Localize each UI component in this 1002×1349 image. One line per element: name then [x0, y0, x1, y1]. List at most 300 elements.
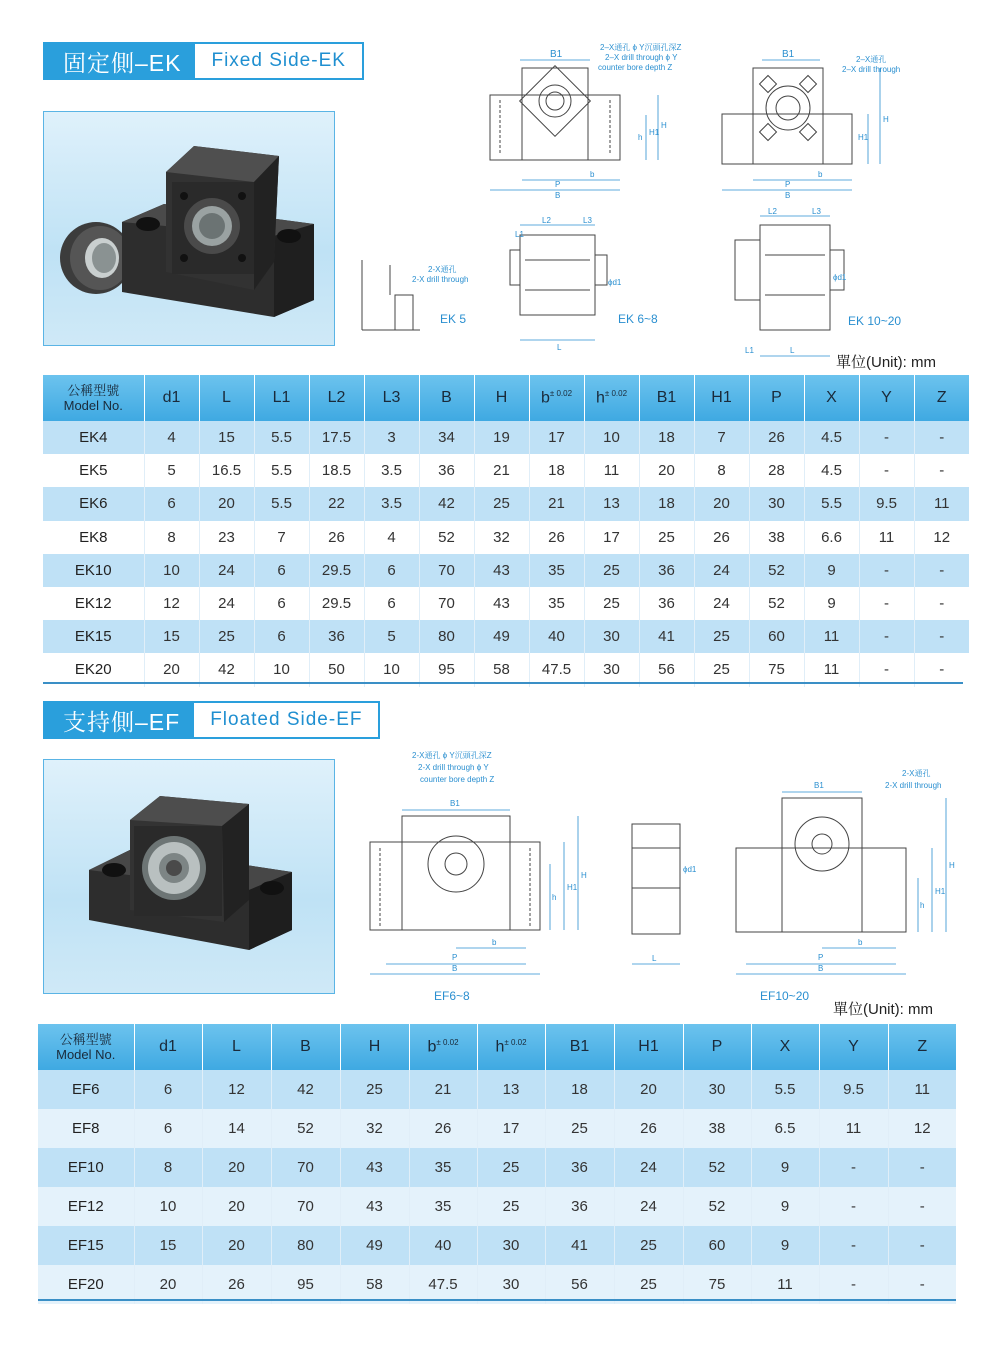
ek-value-cell: 9.5: [859, 487, 914, 520]
ek-value-cell: 18: [639, 421, 694, 454]
ek-value-cell: -: [914, 421, 969, 454]
ef-model-cell: EF6: [38, 1070, 134, 1109]
ef-value-cell: 12: [888, 1109, 956, 1148]
ek-value-cell: -: [859, 587, 914, 620]
ek-value-cell: 25: [639, 521, 694, 554]
ef-value-cell: 36: [545, 1148, 614, 1187]
ek-value-cell: 24: [199, 554, 254, 587]
ek-dim-l-a: L: [557, 343, 562, 352]
ek-value-cell: 5.5: [804, 487, 859, 520]
ef-dim-h-a: H: [581, 871, 587, 880]
ef-value-cell: 36: [545, 1187, 614, 1226]
ek-value-cell: -: [859, 454, 914, 487]
ef-value-cell: 9.5: [819, 1070, 888, 1109]
ek-value-cell: 38: [749, 521, 804, 554]
ef-value-cell: 9: [751, 1187, 819, 1226]
ek-title-en: Fixed Side-EK: [195, 42, 363, 80]
ef-table-row: [38, 1148, 956, 1187]
ek-value-cell: 10: [144, 554, 199, 587]
ef-value-cell: 11: [819, 1109, 888, 1148]
ek-value-cell: 70: [419, 587, 474, 620]
ek-value-cell: 3.5: [364, 454, 419, 487]
ek-dim-h-a: H: [661, 121, 667, 130]
ef-value-cell: 47.5: [409, 1265, 477, 1304]
ek-value-cell: 17: [584, 521, 639, 554]
ek-value-cell: -: [914, 620, 969, 653]
ek-value-cell: 25: [474, 487, 529, 520]
ek-note-right-1: 2–X通孔: [856, 55, 887, 64]
ek-dim-l2-b: L2: [768, 207, 777, 216]
ek-value-cell: 25: [584, 554, 639, 587]
ek-value-cell: 36: [639, 587, 694, 620]
ek-col-bsmall-tol: ± 0.02: [549, 388, 573, 398]
ek-value-cell: 3.5: [364, 487, 419, 520]
ek-value-cell: 11: [804, 620, 859, 653]
ef-col-hsmall: [477, 1024, 545, 1070]
ek-dim-h-b: H: [883, 115, 889, 124]
ek-dim-b1-a: B1: [550, 49, 563, 60]
ek-value-cell: 20: [144, 653, 199, 686]
ek-value-cell: 28: [749, 454, 804, 487]
ef-value-cell: 25: [477, 1148, 545, 1187]
ef-col-p: P: [683, 1024, 751, 1070]
ek-model-header: [43, 375, 144, 421]
ek-value-cell: 10: [364, 653, 419, 686]
ef-title-cn: 支持側–EF: [43, 701, 194, 739]
ek-value-cell: 95: [419, 653, 474, 686]
ef-value-cell: 75: [683, 1265, 751, 1304]
ef-value-cell: 95: [271, 1265, 340, 1304]
ef-col-bsmall-tol: ± 0.02: [436, 1037, 459, 1047]
ek-value-cell: 60: [749, 620, 804, 653]
ek-model-cell: EK5: [43, 454, 144, 487]
ek-dim-d1-a: ϕd1: [608, 278, 622, 287]
ef-dim-bsmall-b: b: [858, 938, 863, 947]
ef-value-cell: 35: [409, 1187, 477, 1226]
ef-col-hsmall-label: h: [495, 1038, 505, 1056]
ef-col-z: Z: [888, 1024, 956, 1070]
ef-col-d1: d1: [134, 1024, 202, 1070]
ek-col-bsmall-label: b: [540, 389, 550, 407]
ek-value-cell: 24: [694, 587, 749, 620]
ek-col-h1: H1: [694, 375, 749, 421]
ef-table-row: [38, 1187, 956, 1226]
ek-value-cell: 43: [474, 554, 529, 587]
ek-value-cell: -: [914, 454, 969, 487]
ek-value-cell: 10: [254, 653, 309, 686]
ef-dim-b1-a: B1: [450, 799, 460, 808]
ef-value-cell: 11: [751, 1265, 819, 1304]
ek-value-cell: 8: [144, 521, 199, 554]
ek-value-cell: 9: [804, 587, 859, 620]
ek-dim-l-b: L: [790, 346, 795, 355]
ek-note-front-2: 2–X drill through ϕ Y: [605, 53, 678, 62]
ek-table-row: [43, 521, 969, 554]
ek-value-cell: 40: [529, 620, 584, 653]
ek-value-cell: 11: [859, 521, 914, 554]
ek-value-cell: 11: [584, 454, 639, 487]
ek-value-cell: 13: [584, 487, 639, 520]
ek-value-cell: 11: [914, 487, 969, 520]
ef-value-cell: 12: [202, 1070, 271, 1109]
ek-col-hsmall-label: h: [595, 389, 605, 407]
ek-value-cell: 6: [254, 554, 309, 587]
ef-product-photo: [43, 759, 335, 994]
ef-value-cell: 20: [134, 1265, 202, 1304]
ek-value-cell: -: [859, 620, 914, 653]
ef-dim-b-b: B: [818, 964, 824, 973]
ef-value-cell: 11: [888, 1070, 956, 1109]
ek-value-cell: -: [859, 653, 914, 686]
ek-value-cell: 30: [584, 620, 639, 653]
ek-dim-bsmall-b: b: [818, 170, 823, 179]
ek-value-cell: 25: [694, 653, 749, 686]
ek-value-cell: 34: [419, 421, 474, 454]
ek-col-z: Z: [914, 375, 969, 421]
ek-value-cell: 30: [749, 487, 804, 520]
ek-dim-p-b: P: [785, 180, 791, 189]
ek-dim-h1-a: H1: [649, 128, 660, 137]
ek-col-x: X: [804, 375, 859, 421]
ek-value-cell: 26: [529, 521, 584, 554]
ek-value-cell: 47.5: [529, 653, 584, 686]
ef-value-cell: 30: [477, 1226, 545, 1265]
ef-value-cell: -: [819, 1265, 888, 1304]
ek-dim-l1-b: L1: [745, 346, 754, 355]
ek-dim-l3-a: L3: [583, 216, 592, 225]
ef-title-en: Floated Side-EF: [194, 701, 380, 739]
ef-value-cell: 43: [340, 1148, 409, 1187]
ef-col-b1: B1: [545, 1024, 614, 1070]
ek-value-cell: 8: [694, 454, 749, 487]
ek-dim-b1-b: B1: [782, 49, 795, 60]
ek-value-cell: 41: [639, 620, 694, 653]
ek-value-cell: 17: [529, 421, 584, 454]
ek-value-cell: -: [914, 653, 969, 686]
ek-dim-b-a: B: [555, 191, 561, 200]
ef-value-cell: 26: [202, 1265, 271, 1304]
ek-value-cell: 4.5: [804, 421, 859, 454]
ek-value-cell: 4.5: [804, 454, 859, 487]
ek-value-cell: 25: [584, 587, 639, 620]
ek-dim-d1-b: ϕd1: [833, 273, 847, 282]
ek-value-cell: 12: [914, 521, 969, 554]
ef-value-cell: 14: [202, 1109, 271, 1148]
ek-value-cell: 42: [199, 653, 254, 686]
ek-dim-bsmall-a: b: [590, 170, 595, 179]
ef-value-cell: 18: [545, 1070, 614, 1109]
ef-model-cell: EF15: [38, 1226, 134, 1265]
ek-value-cell: 19: [474, 421, 529, 454]
ek-value-cell: 75: [749, 653, 804, 686]
ef-col-l: L: [202, 1024, 271, 1070]
ek-spec-table: [43, 375, 969, 687]
ek-col-l2: L2: [309, 375, 364, 421]
ef-col-b: B: [271, 1024, 340, 1070]
ek-model-cell: EK10: [43, 554, 144, 587]
ek-value-cell: 26: [309, 521, 364, 554]
ef-value-cell: 24: [614, 1187, 683, 1226]
ek-value-cell: 11: [804, 653, 859, 686]
ek-table-body: [43, 421, 969, 687]
ef-dim-lh-b: h: [920, 901, 925, 910]
ef-table-row: [38, 1109, 956, 1148]
ef1020-caption: EF10~20: [760, 989, 810, 1003]
ef-note-left-1: 2-X通孔 ϕ Y沉頭孔深Z: [412, 751, 492, 760]
ef-value-cell: 6.5: [751, 1109, 819, 1148]
ek-value-cell: 20: [199, 487, 254, 520]
ef-technical-drawings: [350, 748, 970, 1010]
ef-col-x: X: [751, 1024, 819, 1070]
ek-dim-l2-a: L2: [542, 216, 551, 225]
ek-value-cell: 6: [364, 554, 419, 587]
ef-model-cell: EF20: [38, 1265, 134, 1304]
ek-value-cell: -: [914, 554, 969, 587]
ek-value-cell: 6: [144, 487, 199, 520]
ek-value-cell: 52: [749, 587, 804, 620]
ek-value-cell: 49: [474, 620, 529, 653]
ek-technical-drawings: [350, 40, 980, 355]
ek5-note-2: 2-X drill through: [412, 275, 469, 284]
ek5-caption: EK 5: [440, 312, 467, 326]
ek-product-photo: [43, 111, 335, 346]
ef-value-cell: -: [888, 1187, 956, 1226]
ek-col-hsmall-tol: ± 0.02: [604, 388, 628, 398]
ef-dim-p-a: P: [452, 953, 458, 962]
ef-dim-bsmall-a: b: [492, 938, 497, 947]
ef-value-cell: 25: [614, 1226, 683, 1265]
ef-unit-label: 單位(Unit): mm: [833, 1001, 933, 1018]
ek-model-cn: 公稱型號: [67, 383, 120, 398]
ek-col-b1: B1: [639, 375, 694, 421]
ef-col-y: Y: [819, 1024, 888, 1070]
ef-table-header-row: [38, 1024, 956, 1070]
ef-dim-b-a: B: [452, 964, 458, 973]
ef-value-cell: 6: [134, 1109, 202, 1148]
ek-value-cell: 24: [199, 587, 254, 620]
ek-col-p: P: [749, 375, 804, 421]
ef-value-cell: 58: [340, 1265, 409, 1304]
ef-note-left-3: counter bore depth Z: [420, 775, 495, 784]
ef-value-cell: 9: [751, 1226, 819, 1265]
ef-dim-h1-b: H1: [935, 887, 946, 896]
ek-unit-label: 單位(Unit): mm: [836, 354, 936, 371]
ek-dim-l3-b: L3: [812, 207, 821, 216]
ek-value-cell: 7: [254, 521, 309, 554]
ek-value-cell: 15: [199, 421, 254, 454]
ek-value-cell: 17.5: [309, 421, 364, 454]
ek-value-cell: 43: [474, 587, 529, 620]
ek-col-l: L: [199, 375, 254, 421]
ek-value-cell: 32: [474, 521, 529, 554]
ef-value-cell: 80: [271, 1226, 340, 1265]
ek-value-cell: 30: [584, 653, 639, 686]
ek-value-cell: 5: [364, 620, 419, 653]
ef-value-cell: 41: [545, 1226, 614, 1265]
ef-value-cell: 20: [202, 1226, 271, 1265]
ek-dim-p-a: P: [555, 180, 561, 189]
ek-col-h: H: [474, 375, 529, 421]
ek-value-cell: 21: [529, 487, 584, 520]
ek-col-l3: L3: [364, 375, 419, 421]
ef-value-cell: 6: [134, 1070, 202, 1109]
ef-value-cell: 24: [614, 1148, 683, 1187]
ek-model-cell: EK20: [43, 653, 144, 686]
ek-value-cell: 42: [419, 487, 474, 520]
ek-value-cell: 36: [639, 554, 694, 587]
ek-table-bottom-rule: [43, 682, 963, 684]
ef-value-cell: 26: [614, 1109, 683, 1148]
ef-value-cell: -: [888, 1265, 956, 1304]
ef-col-bsmall-label: b: [427, 1038, 437, 1056]
ef-table-row: [38, 1070, 956, 1109]
ek-dim-h1-b: H1: [858, 133, 869, 142]
ek-value-cell: 52: [419, 521, 474, 554]
ek-value-cell: 22: [309, 487, 364, 520]
ef-value-cell: 9: [751, 1148, 819, 1187]
ef-value-cell: 20: [614, 1070, 683, 1109]
ef-value-cell: 8: [134, 1148, 202, 1187]
ef-value-cell: 52: [683, 1148, 751, 1187]
ek-table-row: [43, 587, 969, 620]
ek-value-cell: 25: [694, 620, 749, 653]
ef-value-cell: 25: [477, 1187, 545, 1226]
ek-model-en: Model No.: [63, 398, 123, 413]
ef-value-cell: 10: [134, 1187, 202, 1226]
ek-table-row: [43, 454, 969, 487]
ef-value-cell: -: [888, 1148, 956, 1187]
ek-value-cell: 35: [529, 587, 584, 620]
ef-dim-l: L: [652, 954, 657, 963]
ek-value-cell: 6: [254, 587, 309, 620]
ef-value-cell: 17: [477, 1109, 545, 1148]
ek-note-right-2: 2–X drill through: [842, 65, 901, 74]
ek-value-cell: 5.5: [254, 421, 309, 454]
ek-value-cell: 16.5: [199, 454, 254, 487]
ef-value-cell: -: [819, 1148, 888, 1187]
ef-col-h1: H1: [614, 1024, 683, 1070]
ek-value-cell: 21: [474, 454, 529, 487]
ef-dim-b1-b: B1: [814, 781, 824, 790]
ek-value-cell: 18: [639, 487, 694, 520]
ef-note-right-2: 2-X drill through: [885, 781, 942, 790]
ek-model-cell: EK15: [43, 620, 144, 653]
ek-col-bsmall: [529, 375, 584, 421]
ef-value-cell: 60: [683, 1226, 751, 1265]
ef-value-cell: 70: [271, 1187, 340, 1226]
ek-dim-b-b: B: [785, 191, 791, 200]
ek-col-y: Y: [859, 375, 914, 421]
ek-value-cell: 5.5: [254, 487, 309, 520]
ef-value-cell: 5.5: [751, 1070, 819, 1109]
ek-value-cell: 23: [199, 521, 254, 554]
ek-section-header: [43, 42, 364, 80]
ef-value-cell: 49: [340, 1226, 409, 1265]
ek-value-cell: 6.6: [804, 521, 859, 554]
ek-value-cell: 26: [749, 421, 804, 454]
ek-value-cell: 12: [144, 587, 199, 620]
ef-value-cell: -: [819, 1187, 888, 1226]
ek-value-cell: 6: [364, 587, 419, 620]
ef-model-cn: 公稱型號: [59, 1032, 112, 1047]
ek-value-cell: 58: [474, 653, 529, 686]
ef-dim-d1: ϕd1: [683, 865, 697, 874]
ek-value-cell: 15: [144, 620, 199, 653]
ek-value-cell: 29.5: [309, 587, 364, 620]
ek-model-cell: EK4: [43, 421, 144, 454]
ek-value-cell: -: [859, 554, 914, 587]
ef-model-en: Model No.: [56, 1047, 116, 1062]
ef-model-cell: EF10: [38, 1148, 134, 1187]
ef-dim-h-b: H: [949, 861, 955, 870]
ek-value-cell: 50: [309, 653, 364, 686]
ef-col-hsmall-tol: ± 0.02: [504, 1037, 527, 1047]
ek-model-cell: EK12: [43, 587, 144, 620]
ek-value-cell: 24: [694, 554, 749, 587]
ek-value-cell: 7: [694, 421, 749, 454]
ef-value-cell: 43: [340, 1187, 409, 1226]
ek-value-cell: 36: [309, 620, 364, 653]
ef-value-cell: 26: [409, 1109, 477, 1148]
ef-value-cell: 25: [340, 1070, 409, 1109]
ef-dim-h1-a: H1: [567, 883, 578, 892]
ek-value-cell: 3: [364, 421, 419, 454]
ek-value-cell: 4: [364, 521, 419, 554]
ef-value-cell: 52: [683, 1187, 751, 1226]
ek-table-row: [43, 620, 969, 653]
ef-value-cell: 35: [409, 1148, 477, 1187]
ek-dim-lh-a: h: [638, 133, 643, 142]
ek-value-cell: 36: [419, 454, 474, 487]
ef-value-cell: 70: [271, 1148, 340, 1187]
ef-value-cell: 30: [477, 1265, 545, 1304]
ef-value-cell: 52: [271, 1109, 340, 1148]
ef-value-cell: -: [888, 1226, 956, 1265]
ek-value-cell: 10: [584, 421, 639, 454]
ef-value-cell: 20: [202, 1148, 271, 1187]
ef-dim-p-b: P: [818, 953, 824, 962]
ek-value-cell: 35: [529, 554, 584, 587]
ek-dim-l1-a: L1: [515, 230, 524, 239]
ef-table-body: [38, 1070, 956, 1304]
ef-model-header: [38, 1024, 134, 1070]
ef-dim-lh-a: h: [552, 893, 557, 902]
ef-value-cell: 25: [545, 1109, 614, 1148]
ef-spec-table: [38, 1024, 956, 1304]
ek-table-row: [43, 554, 969, 587]
ef-table-bottom-rule: [38, 1299, 956, 1301]
ek5-note-1: 2-X通孔: [428, 265, 457, 274]
ef-value-cell: 38: [683, 1109, 751, 1148]
ek-value-cell: 18.5: [309, 454, 364, 487]
ef-table-row: [38, 1226, 956, 1265]
ef-section-header: [43, 701, 380, 739]
ek-table-row: [43, 421, 969, 454]
ek-value-cell: 26: [694, 521, 749, 554]
ef-note-left-2: 2-X drill through ϕ Y: [418, 763, 489, 772]
ek-value-cell: -: [859, 421, 914, 454]
ek-value-cell: 52: [749, 554, 804, 587]
ek-value-cell: 56: [639, 653, 694, 686]
ef-value-cell: 56: [545, 1265, 614, 1304]
ef-value-cell: 20: [202, 1187, 271, 1226]
ek-value-cell: 18: [529, 454, 584, 487]
ek-col-b: B: [419, 375, 474, 421]
ek-value-cell: 25: [199, 620, 254, 653]
ek-table-header-row: [43, 375, 969, 421]
ek1020-caption: EK 10~20: [848, 314, 902, 328]
ek-title-cn: 固定側–EK: [43, 42, 195, 80]
